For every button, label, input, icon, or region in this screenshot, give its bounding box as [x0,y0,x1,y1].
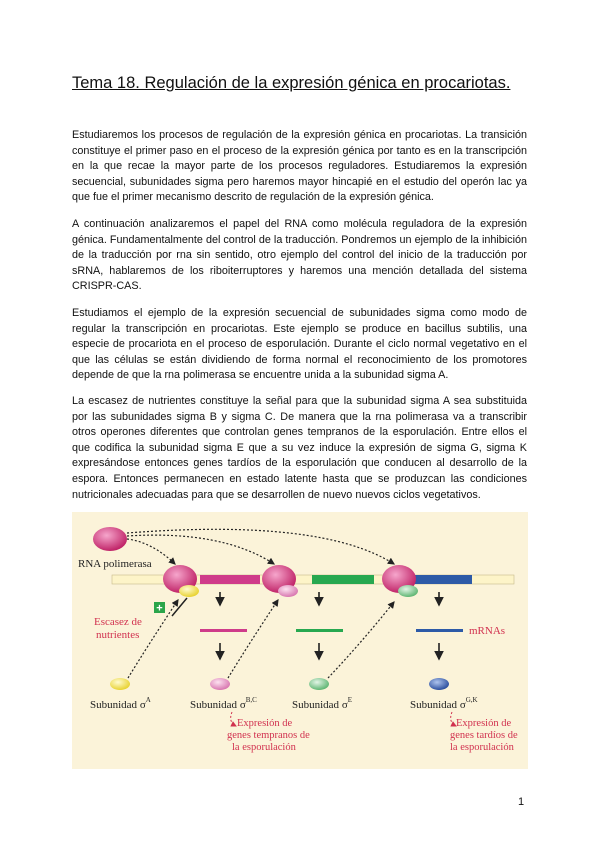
early-genes-line2: genes tempranos de [227,730,310,741]
paragraph-intro: Estudiaremos los procesos de regulación de la expresión génica en procariotas. La transición constituye el primer paso en el proceso de la expresión génica por tanto es en la transcripción en la que recae la mayor parte de los procesos reguladores. Estudiaremos la expresión secuencial, subunidades sigma pero haremos mayor hincapié en el estudio del operón lac ya que fue el primer mecanismo descrito de regulación de la expresión génica. [72,129,527,204]
free-rna-polymerase [93,527,127,551]
recruit-arrow-e [328,602,394,678]
sigma-a-bound [179,585,199,597]
sigma-a-free [110,678,130,690]
gene-sigma-a-operon [200,575,260,584]
paragraph-sigma-example: Estudiamos el ejemplo de la expresión secuencial de subunidades sigma como modo de regular la transcripción en procariotas. Este ejemplo se produce en bacillus subtilis, una especie de procariota en el proceso de esporulación. Durante el ciclo normal vegetativo en el que las células se están dividiendo de forma normal el reconocimiento de los promotores depende de que la rna polimerasa se encuentre unida a la subunidad sigma A. [72,307,527,382]
paragraph-rna-role: A continuación analizaremos el papel del RNA como molécula reguladora de la expresión génica. Fundamentalmente del control de la traducción. Pondremos un ejemplo de la inhibición de la traducción por rna sin sentido, otro ejemplo del control del inicio de la traducción por sRNA, hablaremos de los riboiterruptores y haremos una mención detallada del sistema CRISPR-CAS. [72,218,527,293]
sigma-e-bound [398,585,418,597]
subunit-e-label: Subunidad $\sigma^E$ [292,696,353,711]
sigma-e-free [309,678,329,690]
page-number: 1 [518,796,525,808]
sigma-bc-bound [278,585,298,597]
subunit-bc-label: Subunidad $\sigma^{B,C}$ [190,696,257,711]
sigma-gk-free [429,678,449,690]
plus-sign: + [156,602,163,615]
early-genes-arrow [231,712,236,726]
nutrient-label-line2: nutrientes [96,629,140,641]
late-genes-line1: Expresión de [456,718,512,729]
inhibition-slash [172,598,187,616]
early-genes-line1: Expresión de [237,718,293,729]
mrna-blue [416,629,463,632]
page-title: Tema 18. Regulación de la expresión génica en procariotas. [72,74,511,92]
gene-early-operon [312,575,374,584]
recruit-arrow-bc [228,600,278,678]
mrna-magenta [200,629,247,632]
paragraph-nutrient-scarcity: La escasez de nutrientes constituye la señal para que la subunidad sigma A sea substituida por las subunidades sigma B y sigma C. De manera que la rna polimerasa va a transcribir otros operones diferentes que controlan genes tempranos de la esporulación. Entre ellos el que codifica la subunidad sigma E que a su vez induce la expresión de sigma G, sigma K expresándose entonces genes tardíos de la esporulación que conducen al desarrollo de la espora. Entonces permanecen en estado latente hasta que se produzcan las condiciones nutricionales adecuadas para que se desarrollen de nuevo nuevos ciclos vegetativos. [72,395,527,501]
late-genes-line3: la esporulación [450,742,514,753]
early-genes-line3: la esporulación [232,742,296,753]
sigma-bc-free [210,678,230,690]
mrna-green [296,629,343,632]
subunit-a-label: Subunidad $\sigma^A$ [90,696,151,711]
late-genes-line2: genes tardíos de [450,730,518,741]
sporulation-sigma-figure [72,512,528,769]
polymerase-arrow-3 [127,529,394,564]
mrnas-label: mRNAs [469,625,506,637]
nutrient-label-line1: Escasez de [94,616,142,628]
gene-late-operon [412,575,472,584]
subunit-gk-label: Subunidad $\sigma^{G,K}$ [410,696,478,711]
rna-polymerase-label: RNA polimerasa [78,558,152,570]
